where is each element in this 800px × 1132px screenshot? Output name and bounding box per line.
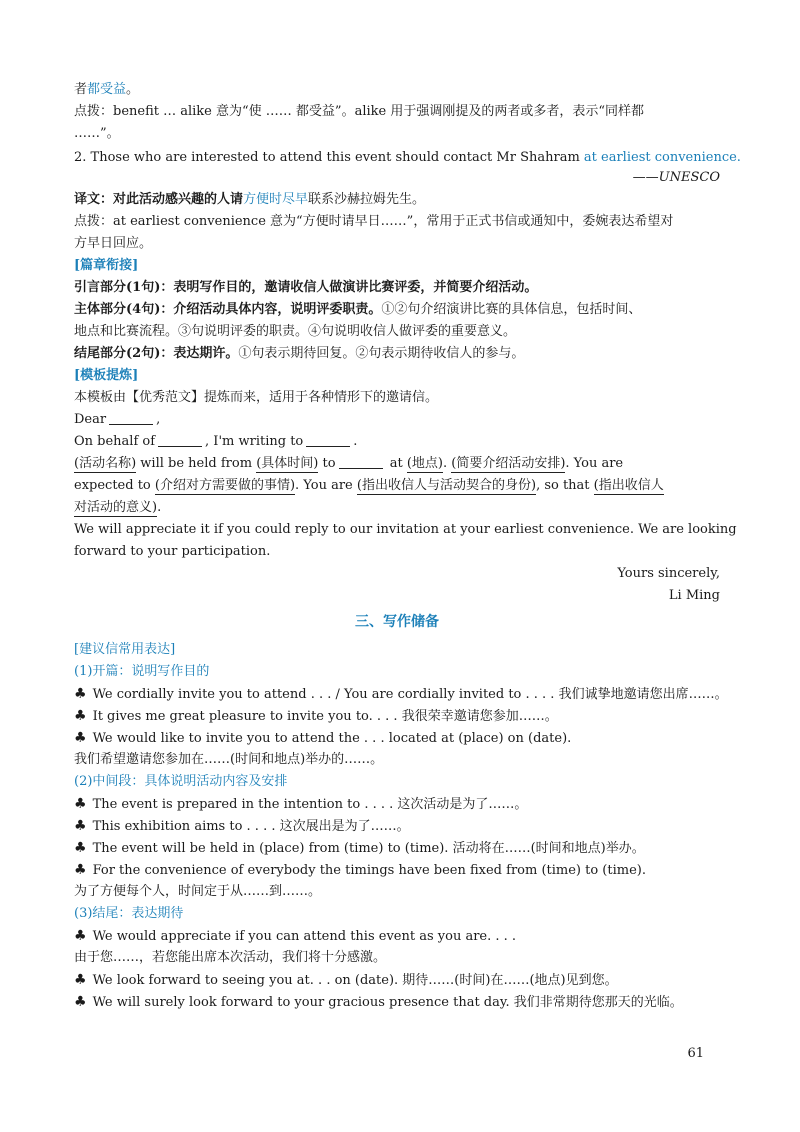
page-number: 61 [687, 1046, 704, 1061]
template-expected-line: expected to (介绍对方需要做的事情). You are (指出收信人与活动契合的身份), so that (指出收信人 [74, 478, 664, 493]
intro-part: 引言部分(1句)：表明写作目的，邀请收信人做演讲比赛评委，并简要介绍活动。 [74, 280, 538, 295]
subheading-middle: (2)中间段：具体说明活动内容及安排 [74, 774, 288, 789]
section-title-writing-prep: 三、写作储备 [355, 614, 439, 630]
club-icon: ♣ [74, 928, 87, 944]
template-closing-cont: forward to your participation. [74, 544, 271, 559]
club-icon: ♣ [74, 972, 87, 988]
club-icon: ♣ [74, 796, 87, 812]
section-header-expressions: [建议信常用表达] [74, 642, 176, 657]
expression-item: ♣ It gives me great pleasure to invite you to. . . . 我很荣幸邀请您参加……。 [74, 708, 558, 724]
expression-item: ♣ For the convenience of everybody the timings have been fixed from (time) to (time). [74, 862, 646, 878]
expression-translation: 为了方便每个人，时间定于从……到……。 [74, 884, 322, 899]
example-sentence-2: 2. Those who are interested to attend this event should contact Mr Shahram at earliest convenience. [74, 150, 741, 165]
blank-field [109, 410, 153, 425]
body-part: 主体部分(4句)：介绍活动具体内容，说明评委职责。①②句介绍演讲比赛的具体信息，包括时间、 [74, 302, 642, 317]
expression-item: ♣ We would appreciate if you can attend this event as you are. . . . [74, 928, 517, 944]
expression-item: ♣ We will surely look forward to your gracious presence that day. 我们非常期待您那天的光临。 [74, 994, 683, 1010]
note-benefit: 点拨：benefit … alike 意为“使 …… 都受益”。alike 用于强调刚提及的两者或多者，表示“同样都 [74, 104, 644, 119]
template-on-behalf: On behalf of , I'm writing to . [74, 434, 358, 449]
template-intro: 本模板由【优秀范文】提炼而来，适用于各种情形下的邀请信。 [74, 390, 439, 405]
expression-item: ♣ We cordially invite you to attend . . . / You are cordially invited to . . . . 我们诚挚地邀请您出席……。 [74, 686, 728, 702]
section-header-structure: [篇章衔接] [74, 258, 139, 273]
club-icon: ♣ [74, 686, 87, 702]
ending-part: 结尾部分(2句)：表达期许。①句表示期待回复。②句表示期待收信人的参与。 [74, 346, 525, 361]
template-expected-cont: 对活动的意义). [74, 500, 162, 515]
note-convenience: 点拨：at earliest convenience 意为“方便时请早日……”，常用于正式书信或通知中，委婉表达希望对 [74, 214, 674, 229]
note-benefit-cont: ……”。 [74, 126, 120, 141]
expression-item: ♣ The event will be held in (place) from (time) to (time). 活动将在……(时间和地点)举办。 [74, 840, 645, 856]
expression-translation: 由于您……，若您能出席本次活动，我们将十分感激。 [74, 950, 387, 965]
blank-field [306, 432, 350, 447]
template-closing: We will appreciate it if you could reply to our invitation at your earliest convenience. We are looking [74, 522, 737, 537]
club-icon: ♣ [74, 994, 87, 1010]
line-1: 者都受益。 [74, 82, 140, 97]
source-unesco: ——UNESCO [632, 170, 720, 185]
note-convenience-cont: 方早日回应。 [74, 236, 153, 251]
club-icon: ♣ [74, 840, 87, 856]
section-header-template: [模板提炼] [74, 368, 139, 383]
expression-item: ♣ The event is prepared in the intention to . . . . 这次活动是为了……。 [74, 796, 528, 812]
blank-field [158, 432, 202, 447]
expression-item: ♣ We look forward to seeing you at. . . on (date). 期待……(时间)在……(地点)见到您。 [74, 972, 618, 988]
club-icon: ♣ [74, 730, 87, 746]
template-sign-off: Yours sincerely, [617, 566, 720, 581]
club-icon: ♣ [74, 818, 87, 834]
subheading-opening: (1)开篇：说明写作目的 [74, 664, 210, 679]
subheading-ending: (3)结尾：表达期待 [74, 906, 184, 921]
translation-line: 译文：对此活动感兴趣的人请方便时尽早联系沙赫拉姆先生。 [74, 192, 426, 207]
template-signature: Li Ming [668, 588, 720, 603]
blank-field [339, 454, 383, 469]
expression-translation: 我们希望邀请您参加在……(时间和地点)举办的……。 [74, 752, 384, 767]
template-event-line: (活动名称) will be held from (具体时间) to at (地点). (简要介绍活动安排). You are [74, 456, 624, 471]
club-icon: ♣ [74, 862, 87, 878]
expression-item: ♣ This exhibition aims to . . . . 这次展出是为了……。 [74, 818, 410, 834]
template-dear: Dear , [74, 412, 161, 427]
expression-item: ♣ We would like to invite you to attend the . . . located at (place) on (date). [74, 730, 572, 746]
body-part-cont: 地点和比赛流程。③句说明评委的职责。④句说明收信人做评委的重要意义。 [74, 324, 517, 339]
club-icon: ♣ [74, 708, 87, 724]
